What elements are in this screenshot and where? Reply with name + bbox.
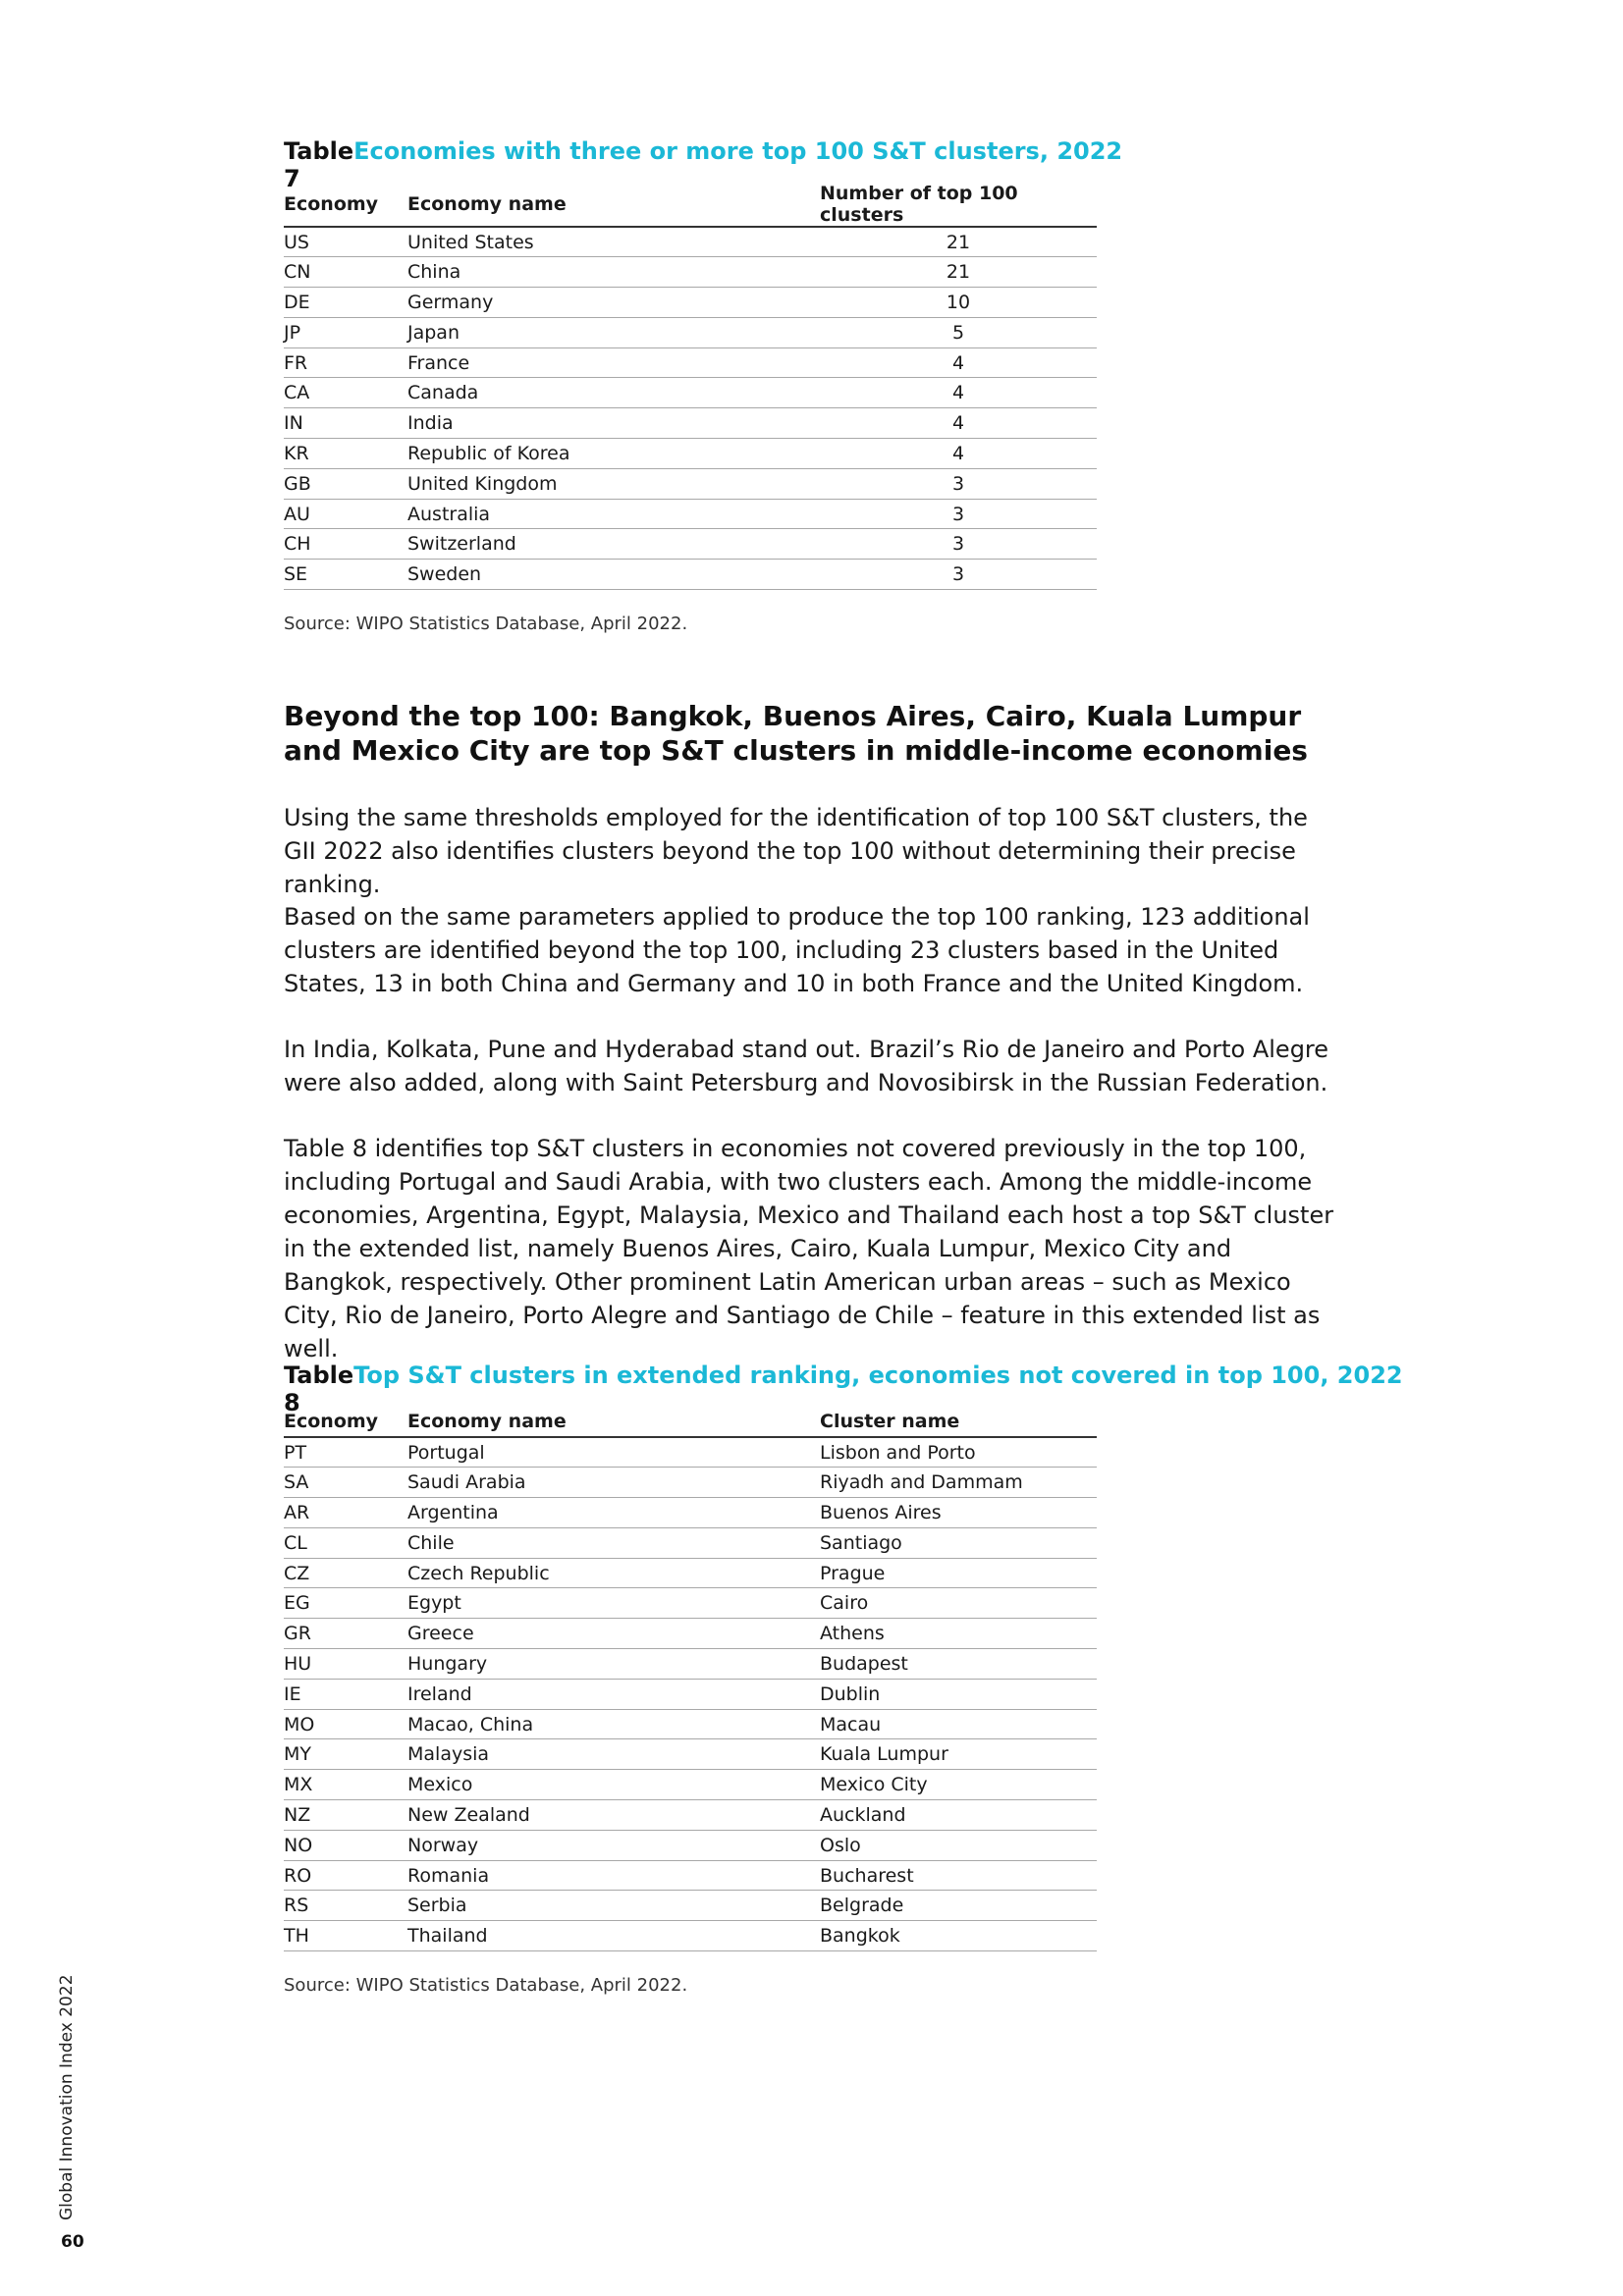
table-row (284, 1527, 1097, 1558)
column-header-economy: Economy (284, 183, 407, 227)
cluster-name-cell: Buenos Aires (820, 1498, 1097, 1528)
cluster-count-cell: 4 (820, 347, 1097, 378)
table-8-header-row (284, 1407, 1097, 1437)
page-number: 60 (61, 2232, 84, 2252)
cluster-name-cell: Kuala Lumpur (820, 1739, 1097, 1770)
cluster-count-cell: 4 (820, 439, 1097, 469)
cluster-count-cell: 3 (820, 499, 1097, 529)
economy-name-cell: Macao, China (407, 1709, 820, 1739)
economy-code-cell: GB (284, 468, 407, 499)
economy-name-cell: Japan (407, 317, 820, 347)
publication-label: Global Innovation Index 2022 (57, 1974, 77, 2220)
table-7-source: Source: WIPO Statistics Database, April 2022. (284, 614, 688, 635)
economy-name-cell: Hungary (407, 1649, 820, 1680)
economy-code-cell: JP (284, 317, 407, 347)
table-8 (284, 1407, 1097, 1951)
table-row (284, 1800, 1097, 1831)
table-row (284, 317, 1097, 347)
economy-code-cell: MO (284, 1709, 407, 1739)
economy-code-cell: SA (284, 1468, 407, 1498)
table-row (284, 1709, 1097, 1739)
economy-name-cell: Thailand (407, 1921, 820, 1951)
table-8-body (284, 1437, 1097, 1951)
economy-code-cell: IN (284, 408, 407, 439)
economy-code-cell: TH (284, 1921, 407, 1951)
table-row (284, 1437, 1097, 1468)
table-row (284, 1468, 1097, 1498)
economy-code-cell: AR (284, 1498, 407, 1528)
table-row (284, 1770, 1097, 1800)
table-8-caption (284, 1362, 1403, 1416)
column-header-economy-name: Economy name (407, 183, 820, 227)
economy-code-cell: CA (284, 378, 407, 408)
economy-name-cell: Chile (407, 1527, 820, 1558)
table-row (284, 227, 1097, 257)
economy-name-cell: Portugal (407, 1437, 820, 1468)
economy-code-cell: CH (284, 529, 407, 560)
cluster-name-cell: Belgrade (820, 1891, 1097, 1921)
table-row (284, 408, 1097, 439)
paragraph-4: Table 8 identifies top S&T clusters in economies not covered previously in the top 100, including Portugal and Saudi Arabia, with two clusters each. Among the middle-income economies, Argentina, Egypt, Malaysia, Mexico and Thailand each host a top S&T cluster in the extended list, namely Buenos Aires, Cairo, Kuala Lumpur, Mexico City and Bangkok, respectively. Other prominent Latin American urban areas – such as Mexico City, Rio de Janeiro, Porto Alegre and Santiago de Chile – feature in this extended list as well. (284, 1135, 1334, 1362)
economy-name-cell: Sweden (407, 560, 820, 590)
cluster-count-cell: 3 (820, 560, 1097, 590)
economy-name-cell: France (407, 347, 820, 378)
cluster-name-cell: Athens (820, 1619, 1097, 1649)
economy-code-cell: DE (284, 288, 407, 318)
economy-code-cell: RO (284, 1860, 407, 1891)
cluster-name-cell: Bucharest (820, 1860, 1097, 1891)
table-row (284, 529, 1097, 560)
table-row (284, 1498, 1097, 1528)
table-7-number: Table 7 (284, 137, 354, 192)
economy-name-cell: Serbia (407, 1891, 820, 1921)
economy-name-cell: Switzerland (407, 529, 820, 560)
cluster-count-cell: 4 (820, 378, 1097, 408)
table-row (284, 560, 1097, 590)
cluster-count-cell: 3 (820, 468, 1097, 499)
cluster-count-cell: 3 (820, 529, 1097, 560)
table-7-title: Economies with three or more top 100 S&T clusters, 2022 (353, 137, 1123, 165)
column-header-cluster-count: Number of top 100 clusters (820, 183, 1097, 227)
cluster-name-cell: Riyadh and Dammam (820, 1468, 1097, 1498)
table-row (284, 1739, 1097, 1770)
table-row (284, 1558, 1097, 1588)
table-row (284, 1588, 1097, 1619)
economy-code-cell: HU (284, 1649, 407, 1680)
table-row (284, 1679, 1097, 1709)
economy-code-cell: RS (284, 1891, 407, 1921)
table-row (284, 1649, 1097, 1680)
economy-name-cell: United Kingdom (407, 468, 820, 499)
cluster-name-cell: Auckland (820, 1800, 1097, 1831)
table-row (284, 1860, 1097, 1891)
table-7-caption (284, 137, 1123, 192)
economy-code-cell: MY (284, 1739, 407, 1770)
cluster-count-cell: 4 (820, 408, 1097, 439)
economy-code-cell: PT (284, 1437, 407, 1468)
section-heading: Beyond the top 100: Bangkok, Buenos Aires, Cairo, Kuala Lumpur and Mexico City are top S&T clusters in middle-income economies (284, 700, 1308, 767)
economy-name-cell: Egypt (407, 1588, 820, 1619)
table-7-header-row (284, 183, 1097, 227)
cluster-name-cell: Bangkok (820, 1921, 1097, 1951)
cluster-name-cell: Dublin (820, 1679, 1097, 1709)
economy-name-cell: New Zealand (407, 1800, 820, 1831)
economy-code-cell: GR (284, 1619, 407, 1649)
table-row (284, 439, 1097, 469)
cluster-count-cell: 21 (820, 257, 1097, 288)
economy-name-cell: Republic of Korea (407, 439, 820, 469)
economy-name-cell: Canada (407, 378, 820, 408)
table-row (284, 1891, 1097, 1921)
cluster-name-cell: Mexico City (820, 1770, 1097, 1800)
economy-code-cell: CZ (284, 1558, 407, 1588)
economy-name-cell: Czech Republic (407, 1558, 820, 1588)
economy-name-cell: India (407, 408, 820, 439)
table-row (284, 468, 1097, 499)
economy-code-cell: NZ (284, 1800, 407, 1831)
economy-name-cell: Mexico (407, 1770, 820, 1800)
cluster-name-cell: Cairo (820, 1588, 1097, 1619)
paragraph-2: Based on the same parameters applied to produce the top 100 ranking, 123 additional clusters are identified beyond the top 100, including 23 clusters based in the United States, 13 in both China and Germany and 10 in both France and the United Kingdom. (284, 903, 1310, 997)
cluster-count-cell: 10 (820, 288, 1097, 318)
cluster-name-cell: Prague (820, 1558, 1097, 1588)
economy-name-cell: Romania (407, 1860, 820, 1891)
cluster-count-cell: 5 (820, 317, 1097, 347)
cluster-name-cell: Lisbon and Porto (820, 1437, 1097, 1468)
economy-code-cell: EG (284, 1588, 407, 1619)
economy-name-cell: Australia (407, 499, 820, 529)
table-row (284, 378, 1097, 408)
table-row (284, 288, 1097, 318)
economy-code-cell: US (284, 227, 407, 257)
table-7-block (284, 137, 1123, 635)
column-header-economy-name: Economy name (407, 1407, 820, 1437)
cluster-name-cell: Oslo (820, 1830, 1097, 1860)
economy-name-cell: China (407, 257, 820, 288)
table-8-title: Top S&T clusters in extended ranking, economies not covered in top 100, 2022 (353, 1362, 1403, 1389)
cluster-name-cell: Macau (820, 1709, 1097, 1739)
paragraph-3: In India, Kolkata, Pune and Hyderabad stand out. Brazil’s Rio de Janeiro and Porto Alegre were also added, along with Saint Petersburg and Novosibirsk in the Russian Federation. (284, 1036, 1329, 1096)
cluster-name-cell: Santiago (820, 1527, 1097, 1558)
economy-code-cell: NO (284, 1830, 407, 1860)
economy-name-cell: Saudi Arabia (407, 1468, 820, 1498)
table-row (284, 257, 1097, 288)
column-header-cluster-name: Cluster name (820, 1407, 1097, 1437)
table-row (284, 347, 1097, 378)
table-8-block (284, 1362, 1403, 1997)
economy-code-cell: CN (284, 257, 407, 288)
economy-code-cell: SE (284, 560, 407, 590)
table-row (284, 499, 1097, 529)
economy-name-cell: Ireland (407, 1679, 820, 1709)
table-row (284, 1619, 1097, 1649)
economy-name-cell: Germany (407, 288, 820, 318)
economy-code-cell: AU (284, 499, 407, 529)
paragraph-1: Using the same thresholds employed for the identification of top 100 S&T clusters, the GII 2022 also identifies clusters beyond the top 100 without determining their precise ranking. (284, 804, 1308, 898)
cluster-name-cell: Budapest (820, 1649, 1097, 1680)
economy-name-cell: Argentina (407, 1498, 820, 1528)
economy-name-cell: Norway (407, 1830, 820, 1860)
table-row (284, 1830, 1097, 1860)
cluster-count-cell: 21 (820, 227, 1097, 257)
economy-code-cell: MX (284, 1770, 407, 1800)
column-header-economy: Economy (284, 1407, 407, 1437)
table-8-number: Table 8 (284, 1362, 354, 1416)
table-row (284, 1921, 1097, 1951)
table-7-body (284, 227, 1097, 590)
economy-code-cell: FR (284, 347, 407, 378)
table-8-source: Source: WIPO Statistics Database, April 2022. (284, 1975, 688, 1997)
economy-name-cell: Malaysia (407, 1739, 820, 1770)
economy-code-cell: KR (284, 439, 407, 469)
table-7 (284, 183, 1097, 590)
economy-code-cell: CL (284, 1527, 407, 1558)
economy-code-cell: IE (284, 1679, 407, 1709)
economy-name-cell: United States (407, 227, 820, 257)
economy-name-cell: Greece (407, 1619, 820, 1649)
